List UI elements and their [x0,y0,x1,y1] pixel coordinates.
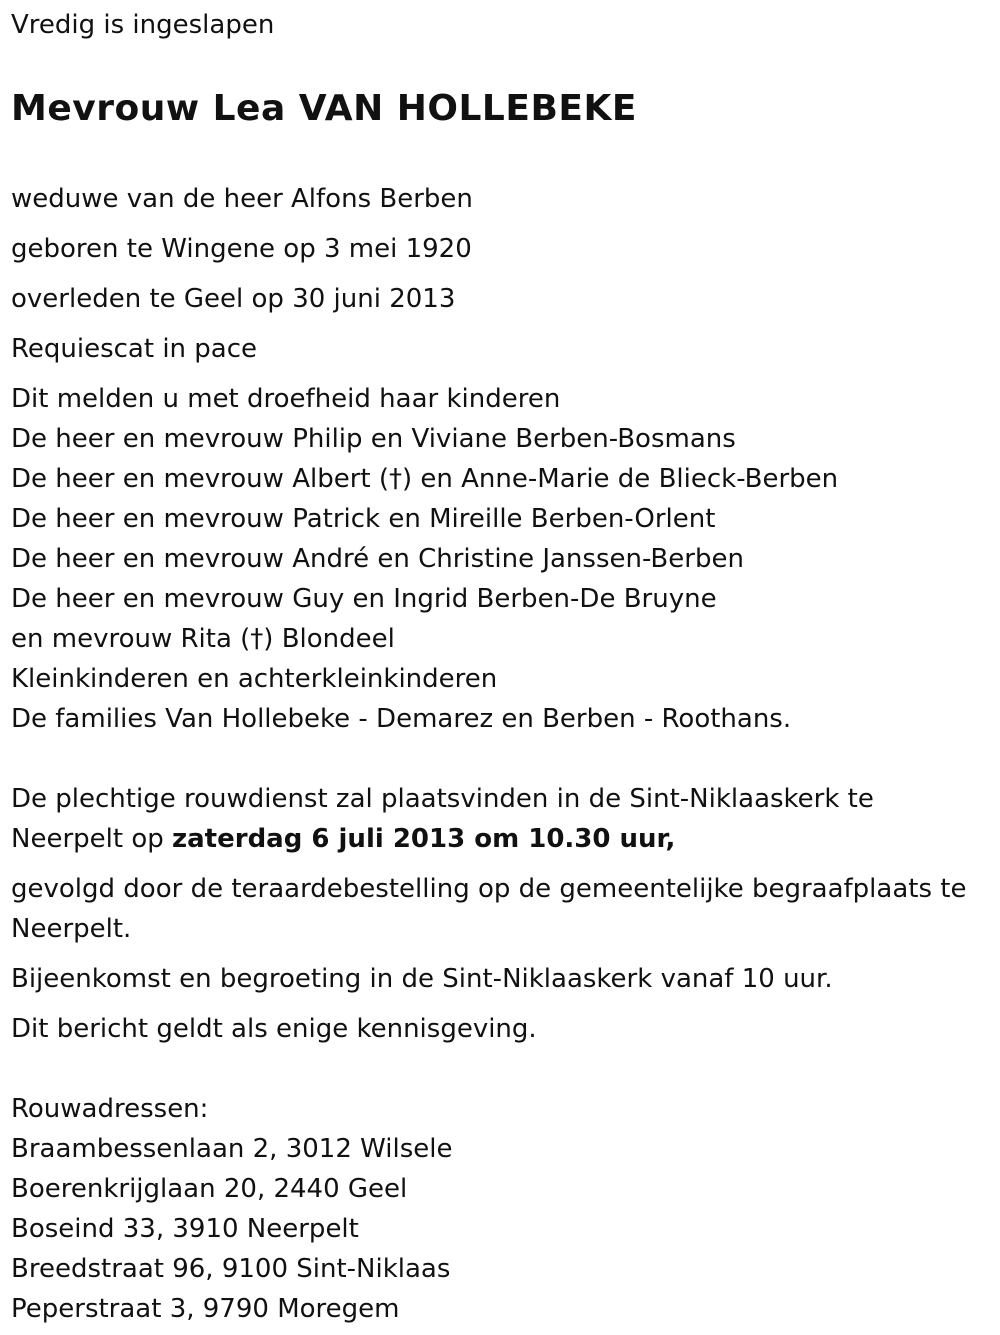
family-line: Kleinkinderen en achterkleinkinderen [11,664,498,694]
service-text: De plechtige rouwdienst zal plaatsvinden in de Sint-Niklaaskerk te Neerpelt op [11,784,874,854]
address-line: Boerenkrijglaan 20, 2440 Geel [11,1174,408,1204]
family-line: Dit melden u met droefheid haar kinderen [11,384,561,414]
address-line: Peperstraat 3, 9790 Moregem [11,1294,400,1324]
family-line: De heer en mevrouw Philip en Viviane Berben-Bosmans [11,424,736,454]
facts-block [11,179,986,369]
family-line: De heer en mevrouw Patrick en Mireille Berben-Orlent [11,504,716,534]
intro-text: Vredig is ingeslapen [11,10,275,40]
spouse-line: weduwe van de heer Alfons Berben [11,184,473,214]
requiescat-line: Requiescat in pace [11,334,258,364]
death-line: overleden te Geel op 30 juni 2013 [11,284,456,314]
meeting-text: Bijeenkomst en begroeting in de Sint-Niklaaskerk vanaf 10 uur. [11,964,833,994]
service-announcement [11,779,986,859]
burial-text: gevolgd door de teraardebestelling op de gemeentelijke begraafplaats te Neerpelt. [11,874,967,944]
service-date: zaterdag 6 juli 2013 om 10.30 uur, [172,824,676,854]
family-line: en mevrouw Rita (†) Blondeel [11,624,395,654]
address-line: Boseind 33, 3910 Neerpelt [11,1214,359,1244]
family-line: De heer en mevrouw Albert (†) en Anne-Marie de Blieck-Berben [11,464,839,494]
family-line: De heer en mevrouw André en Christine Janssen-Berben [11,544,744,574]
family-block [11,379,986,739]
address-line: Breedstraat 96, 9100 Sint-Niklaas [11,1254,451,1284]
deceased-name: Mevrouw Lea VAN HOLLEBEKE [11,88,637,129]
addresses-block [11,1089,986,1329]
addresses-heading: Rouwadressen: [11,1094,209,1124]
notice-text: Dit bericht geldt als enige kennisgeving. [11,1014,537,1044]
birth-line: geboren te Wingene op 3 mei 1920 [11,234,472,264]
service-block [11,779,986,1049]
obituary-notice [11,5,986,1329]
family-line: De families Van Hollebeke - Demarez en Berben - Roothans. [11,704,792,734]
address-line: Braambessenlaan 2, 3012 Wilsele [11,1134,453,1164]
family-line: De heer en mevrouw Guy en Ingrid Berben-De Bruyne [11,584,717,614]
